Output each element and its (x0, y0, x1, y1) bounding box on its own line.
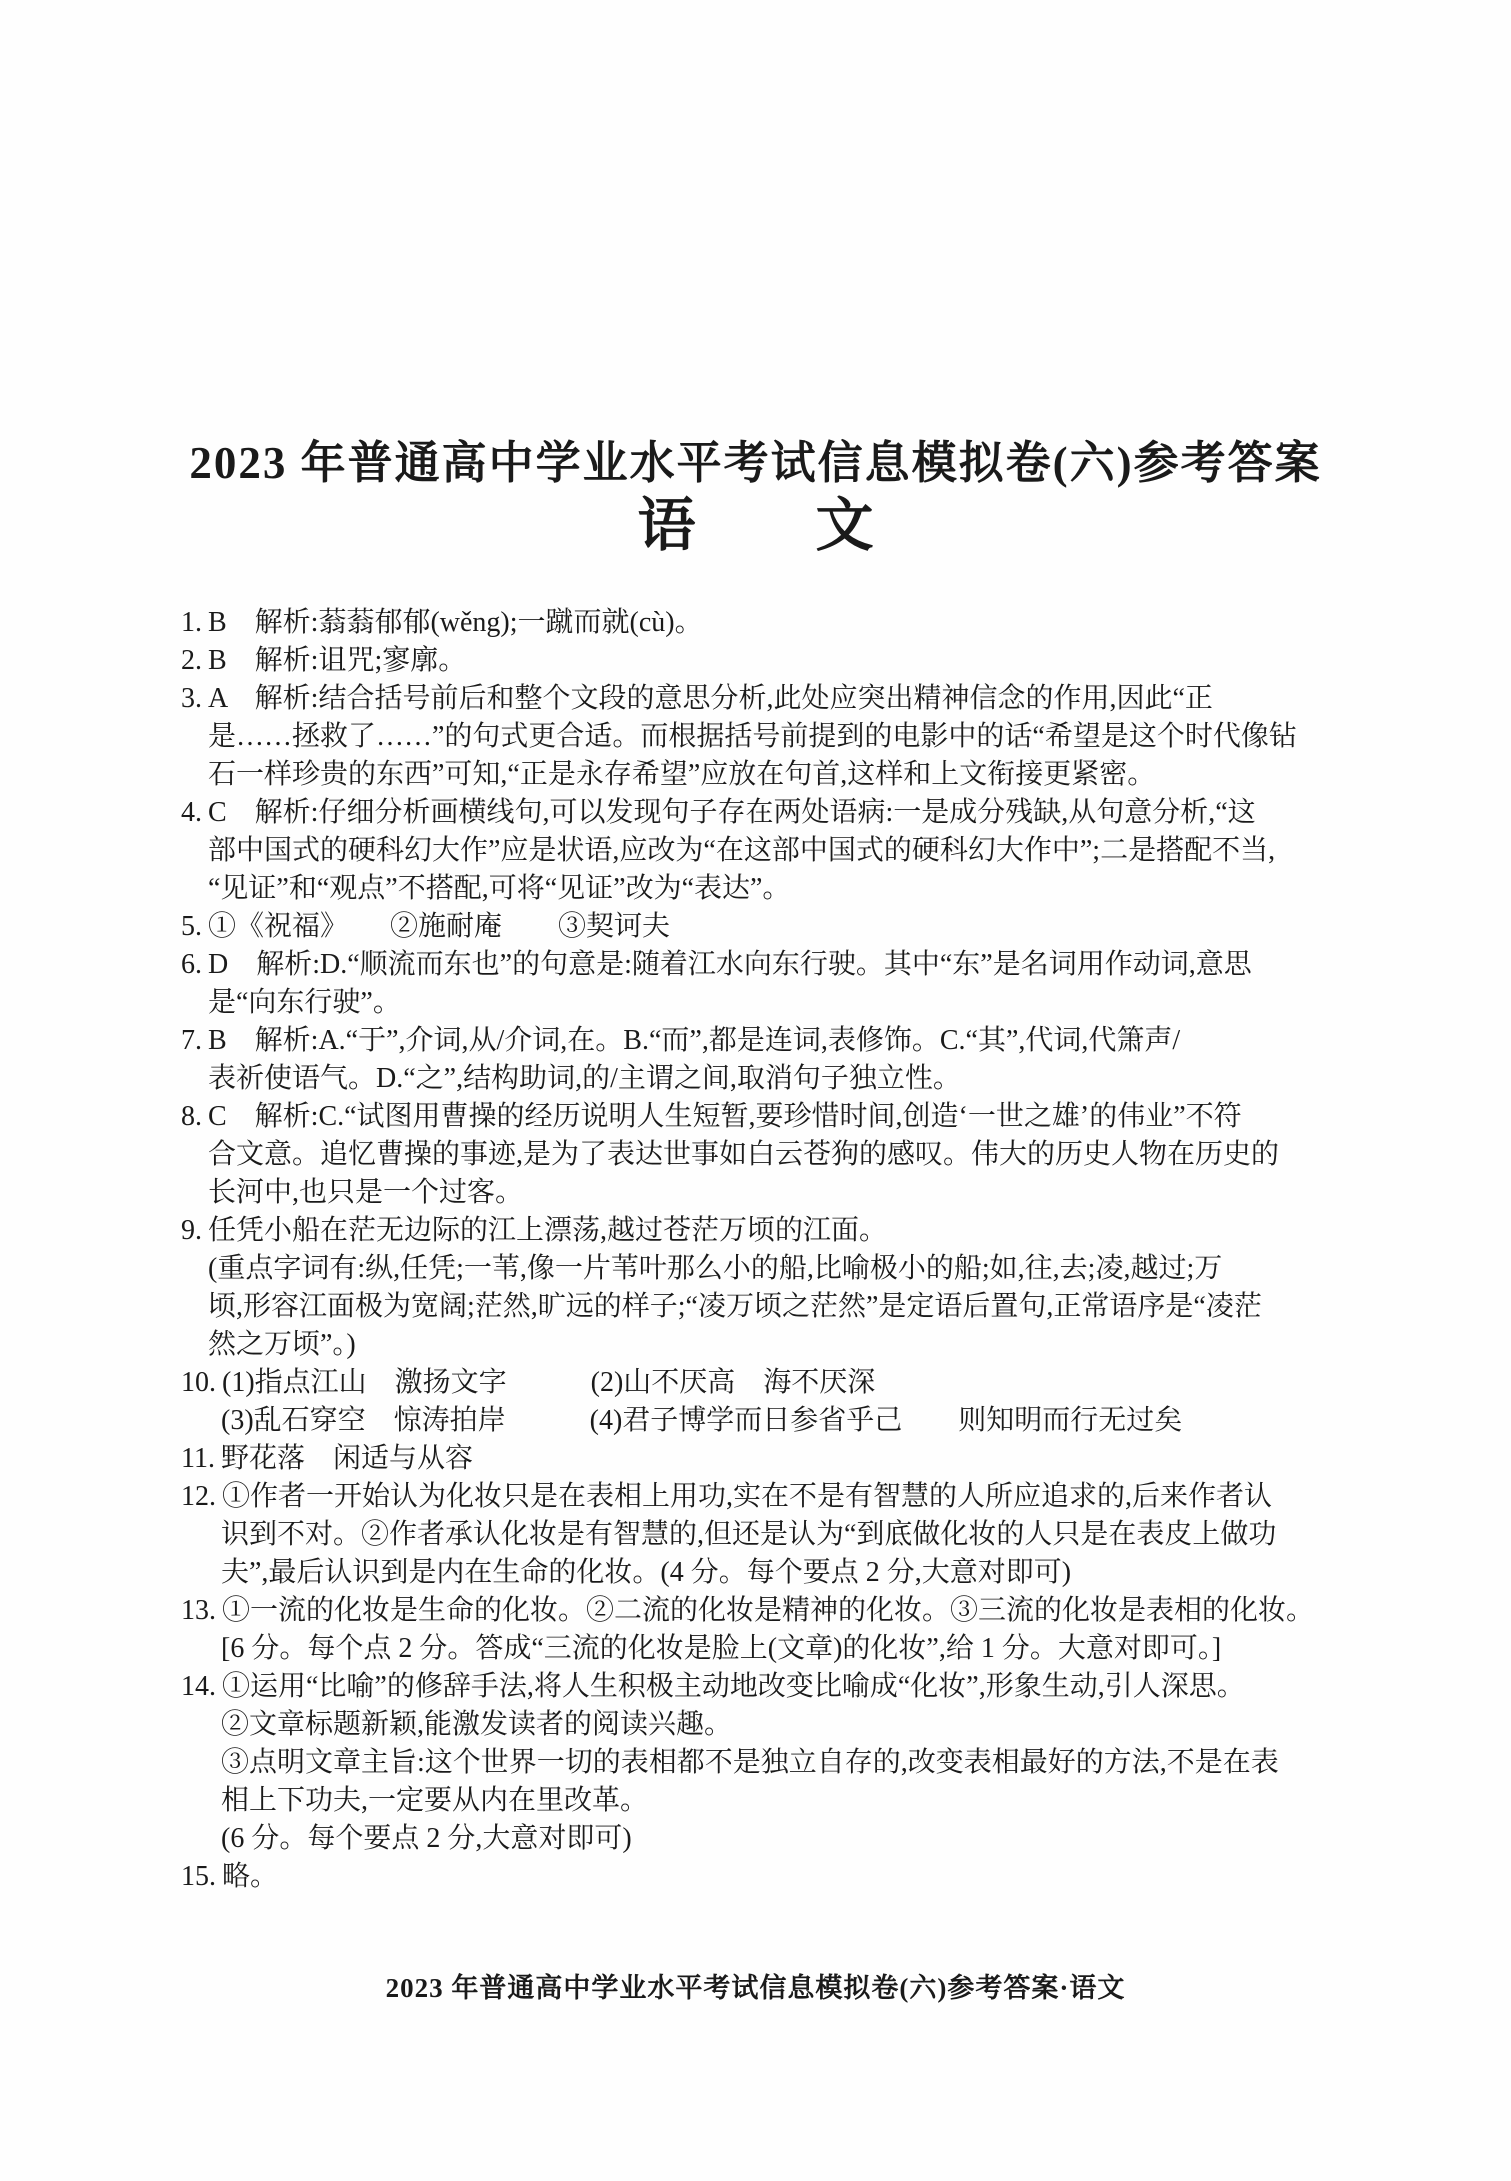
answer-number: 13. (181, 1595, 216, 1626)
answer-first-line (181, 604, 1416, 642)
answer-item (181, 604, 1416, 642)
answer-text-continuation: ②文章标题新颖,能激发读者的阅读兴趣。 (221, 1709, 733, 1740)
answer-text: (1)指点江山 激扬文字 (2)山不厌高 海不厌深 (222, 1367, 876, 1398)
answer-text-continuation: 然之万顷”。) (208, 1329, 356, 1360)
subject-char-second: 文 (815, 493, 874, 558)
answer-number: 9. (181, 1215, 202, 1246)
answer-item (181, 1440, 1416, 1478)
answer-item (181, 1858, 1416, 1896)
answer-text-continuation: ③点明文章主旨:这个世界一切的表相都不是独立自存的,改变表相最好的方法,不是在表 (221, 1747, 1279, 1778)
answer-text: A 解析:结合括号前后和整个文段的意思分析,此处应突出精神信念的作用,因此“正 (208, 683, 1213, 714)
answer-number: 12. (181, 1481, 216, 1512)
answer-item (181, 1212, 1416, 1364)
answer-item (181, 680, 1416, 794)
answer-number: 14. (181, 1671, 216, 1702)
answer-text: ①运用“比喻”的修辞手法,将人生积极主动地改变比喻成“化妆”,形象生动,引人深思。 (222, 1671, 1245, 1702)
answer-item (181, 946, 1416, 1022)
answer-text: 野花落 闲适与从容 (220, 1443, 473, 1474)
answer-first-line (181, 642, 1416, 680)
answer-item (181, 1668, 1416, 1858)
answer-text-continuation: (3)乱石穿空 惊涛拍岸 (4)君子博学而日参省乎己 则知明而行无过矣 (221, 1405, 1183, 1436)
answer-text-continuation: 石一样珍贵的东西”可知,“正是永存希望”应放在句首,这样和上文衔接更紧密。 (208, 759, 1156, 790)
answer-number: 5. (181, 911, 202, 942)
answer-first-line (181, 908, 1416, 946)
answer-first-line (181, 1212, 1416, 1250)
answer-text-continuation: 表祈使语气。D.“之”,结构助词,的/主谓之间,取消句子独立性。 (208, 1063, 961, 1094)
answer-text-continuation: 是……拯救了……”的句式更合适。而根据括号前提到的电影中的话“希望是这个时代像钻 (208, 721, 1297, 752)
answer-first-line (181, 1592, 1416, 1630)
answer-item (181, 794, 1416, 908)
answer-text: C 解析:C.“试图用曹操的经历说明人生短暂,要珍惜时间,创造‘一世之雄’的伟业”不符 (208, 1101, 1242, 1132)
answer-first-line (181, 1364, 1416, 1402)
answer-text-continuation: 部中国式的硬科幻大作”应是状语,应改为“在这部中国式的硬科幻大作中”;二是搭配不当, (208, 835, 1276, 866)
answer-first-line (181, 1858, 1416, 1896)
answer-number: 10. (181, 1367, 216, 1398)
subject-title (0, 494, 1511, 558)
answer-text-continuation: 识到不对。②作者承认化妆是有智慧的,但还是认为“到底做化妆的人只是在表皮上做功 (221, 1519, 1277, 1550)
answer-item (181, 1022, 1416, 1098)
answer-text: 略。 (222, 1861, 279, 1892)
answer-first-line (181, 1668, 1416, 1706)
answer-item (181, 642, 1416, 680)
answer-text-continuation: 长河中,也只是一个过客。 (208, 1177, 524, 1208)
answer-first-line (181, 794, 1416, 832)
answer-first-line (181, 1440, 1416, 1478)
page-footer: 2023 年普通高中学业水平考试信息模拟卷(六)参考答案·语文 (385, 1973, 1126, 2003)
answer-text-continuation: 顷,形容江面极为宽阔;茫然,旷远的样子;“凌万顷之茫然”是定语后置句,正常语序是“凌茫 (208, 1291, 1262, 1322)
answer-item (181, 1098, 1416, 1212)
answer-number: 4. (181, 797, 202, 828)
answer-number: 1. (181, 607, 202, 638)
answer-item (181, 1592, 1416, 1668)
answer-number: 8. (181, 1101, 202, 1132)
answer-text-continuation: [6 分。每个点 2 分。答成“三流的化妆是脸上(文章)的化妆”,给 1 分。大意对即可。] (221, 1633, 1222, 1664)
answer-text: B 解析:A.“于”,介词,从/介词,在。B.“而”,都是连词,表修饰。C.“其”,代词,代箫声/ (208, 1025, 1181, 1056)
answer-text: 任凭小船在茫无边际的江上漂荡,越过苍茫万顷的江面。 (208, 1215, 888, 1246)
answer-text: ①作者一开始认为化妆只是在表相上用功,实在不是有智慧的人所应追求的,后来作者认 (222, 1481, 1273, 1512)
answer-number: 7. (181, 1025, 202, 1056)
answer-text-continuation: 合文意。追忆曹操的事迹,是为了表达世事如白云苍狗的感叹。伟大的历史人物在历史的 (208, 1139, 1280, 1170)
answer-number: 11. (181, 1443, 215, 1474)
answer-first-line (181, 1022, 1416, 1060)
answer-number: 3. (181, 683, 202, 714)
answer-text: B 解析:蓊蓊郁郁(wěng);一蹴而就(cù)。 (208, 607, 703, 638)
answer-item (181, 1478, 1416, 1592)
answer-text-continuation: “见证”和“观点”不搭配,可将“见证”改为“表达”。 (208, 873, 791, 904)
answer-text-continuation: 夫”,最后认识到是内在生命的化妆。(4 分。每个要点 2 分,大意对即可) (221, 1557, 1072, 1588)
answer-text-continuation: (重点字词有:纵,任凭;一苇,像一片苇叶那么小的船,比喻极小的船;如,往,去;凌,越过;万 (208, 1253, 1223, 1284)
answer-first-line (181, 1478, 1416, 1516)
answer-number: 15. (181, 1861, 216, 1892)
answer-text: B 解析:诅咒;寥廓。 (208, 645, 467, 676)
subject-char-first: 语 (637, 493, 696, 558)
answer-first-line (181, 1098, 1416, 1136)
answer-text: ①一流的化妆是生命的化妆。②二流的化妆是精神的化妆。③三流的化妆是表相的化妆。 (222, 1595, 1315, 1626)
answer-text-continuation: 相上下功夫,一定要从内在里改革。 (221, 1785, 649, 1816)
answer-text-continuation: 是“向东行驶”。 (208, 987, 401, 1018)
answer-text: ①《祝福》 ②施耐庵 ③契诃夫 (208, 911, 671, 942)
answer-first-line (181, 680, 1416, 718)
answer-first-line (181, 946, 1416, 984)
answer-text: D 解析:D.“顺流而东也”的句意是:随着江水向东行驶。其中“东”是名词用作动词,意思 (208, 949, 1252, 980)
answer-number: 6. (181, 949, 202, 980)
answer-item (181, 908, 1416, 946)
answer-text: C 解析:仔细分析画横线句,可以发现句子存在两处语病:一是成分残缺,从句意分析,“这 (208, 797, 1256, 828)
answer-number: 2. (181, 645, 202, 676)
answer-list (181, 604, 1416, 1896)
answer-item (181, 1364, 1416, 1440)
page-title: 2023 年普通高中学业水平考试信息模拟卷(六)参考答案 (189, 438, 1322, 488)
answer-text-continuation: (6 分。每个要点 2 分,大意对即可) (221, 1823, 632, 1854)
